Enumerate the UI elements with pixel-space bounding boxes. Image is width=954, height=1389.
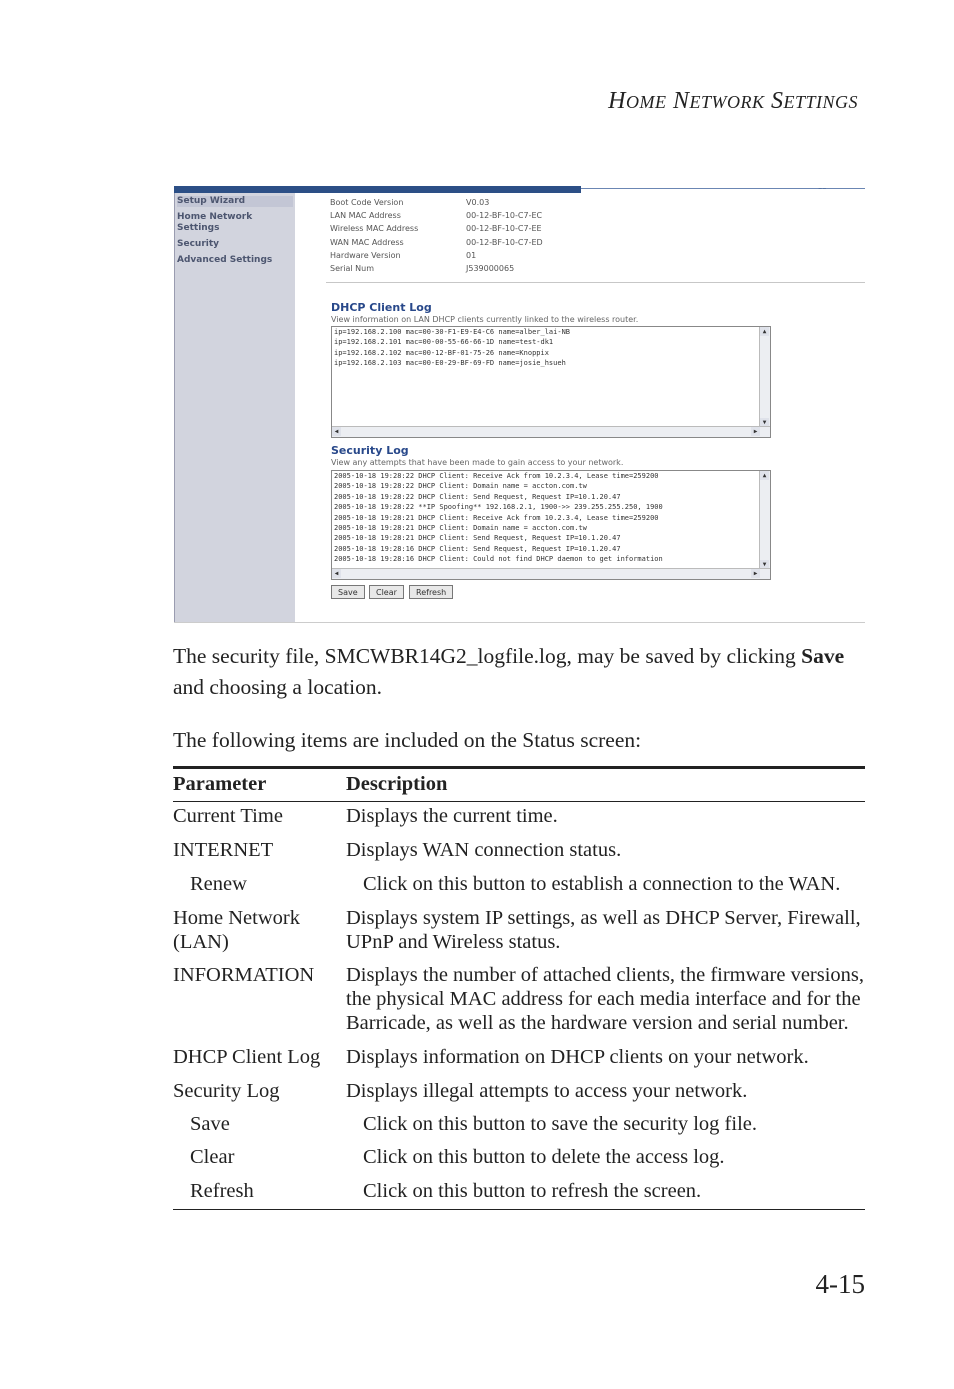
scroll-right-icon[interactable]: ▶ — [751, 427, 760, 436]
description-cell: Click on this button to establish a connection to the WAN. — [363, 873, 841, 895]
running-header — [608, 88, 858, 115]
description-cell: Displays the current time. — [346, 805, 558, 827]
description-cell: Click on this button to save the security log file. — [363, 1113, 757, 1135]
dhcp-log-horizontal-scrollbar[interactable] — [332, 426, 770, 437]
save-instructions-paragraph — [173, 641, 863, 703]
description-cell: Displays the number of attached clients, the firmware versions, the physical MAC address for each media interface and for the Barricade, as well as the hardware version and serial number. — [346, 964, 865, 1034]
info-label: Hardware Version — [330, 251, 401, 260]
info-label: Boot Code Version — [330, 198, 404, 207]
description-cell: Displays information on DHCP clients on your network. — [346, 1046, 809, 1068]
log-line: ip=192.168.2.102 mac=00-12-BF-01-75-26 name=Knoppix — [334, 348, 549, 357]
running-header-smallcaps: ETTINGS — [783, 92, 858, 112]
paragraph-text: and choosing a location. — [173, 675, 382, 699]
column-header-description: Description — [346, 773, 448, 795]
log-line: 2005-10-18 19:28:16 DHCP Client: Could not find DHCP daemon to get information — [334, 555, 663, 564]
log-line: 2005-10-18 19:28:22 DHCP Client: Send Request, Request IP=10.1.20.47 — [334, 492, 621, 501]
log-line: 2005-10-18 19:28:21 DHCP Client: Send Request, Request IP=10.1.20.47 — [334, 534, 621, 543]
title-bar — [174, 186, 581, 193]
log-line: 2005-10-18 19:28:22 DHCP Client: Receive Ack from 10.2.3.4, Lease time=259200 — [334, 472, 659, 480]
info-value: 00-12-BF-10-C7-EE — [466, 224, 542, 233]
log-line: ip=192.168.2.101 mac=00-00-55-66-66-1D name=test-dk1 — [334, 338, 554, 347]
parameter-cell: Current Time — [173, 805, 283, 827]
sidebar-item-advanced-settings[interactable]: Advanced Settings — [177, 255, 273, 265]
security-log-textarea[interactable] — [331, 470, 771, 580]
parameter-cell: INFORMATION — [173, 964, 315, 986]
parameter-cell: Renew — [190, 873, 247, 895]
dhcp-log-title: DHCP Client Log — [331, 301, 432, 314]
parameter-cell: DHCP Client Log — [173, 1046, 321, 1068]
security-log-horizontal-scrollbar[interactable] — [332, 568, 770, 579]
info-value: 00-12-BF-10-C7-EC — [466, 211, 543, 220]
description-cell: Displays WAN connection status. — [346, 839, 622, 861]
sidebar-item-home-network[interactable]: Home Network — [177, 212, 253, 222]
running-header-initial: H — [608, 88, 626, 114]
parameter-cell: Clear — [190, 1146, 235, 1168]
dhcp-log-lines — [332, 327, 770, 369]
status-screen-screenshot — [174, 186, 865, 623]
scroll-right-icon[interactable]: ▶ — [751, 569, 760, 578]
save-button[interactable]: Save — [331, 585, 365, 599]
info-value: V0.03 — [466, 198, 490, 207]
running-header-initial: N — [672, 88, 690, 114]
parameter-cell: Save — [190, 1113, 230, 1135]
refresh-button[interactable]: Refresh — [409, 585, 453, 599]
security-log-title: Security Log — [331, 444, 409, 457]
info-row — [330, 211, 543, 220]
security-log-description: View any attempts that have been made to gain access to your network. — [331, 458, 624, 467]
clear-button[interactable]: Clear — [369, 585, 404, 599]
security-log-vertical-scrollbar[interactable] — [759, 471, 770, 569]
sidebar-item-home-network-settings[interactable]: Settings — [177, 223, 220, 233]
paragraph-text: The security file, SMCWBR14G2_logfile.log, may be saved by clicking — [173, 644, 802, 668]
description-cell: Displays system IP settings, as well as DHCP Server, Firewall, UPnP and Wireless status. — [346, 907, 861, 953]
table-header-row — [173, 769, 865, 801]
description-cell: Click on this button to refresh the screen. — [363, 1180, 702, 1202]
info-row — [330, 238, 543, 247]
scroll-up-icon[interactable]: ▲ — [760, 327, 769, 336]
log-line: 2005-10-18 19:28:22 DHCP Client: Domain name = accton.com.tw — [334, 482, 587, 491]
parameter-cell: Security Log — [173, 1080, 280, 1102]
info-value: J539000065 — [466, 264, 515, 273]
dhcp-log-textarea[interactable] — [331, 326, 771, 438]
table-bottom-rule — [173, 1209, 865, 1210]
info-row — [330, 198, 490, 207]
log-line: 2005-10-18 19:28:21 DHCP Client: Receive Ack from 10.2.3.4, Lease time=259200 — [334, 513, 659, 522]
info-row — [330, 264, 515, 273]
parameter-cell: Refresh — [190, 1180, 254, 1202]
log-line: 2005-10-18 19:28:21 DHCP Client: Domain name = accton.com.tw — [334, 524, 587, 533]
info-label: WAN MAC Address — [330, 238, 404, 247]
info-value: 01 — [466, 251, 477, 260]
info-label: LAN MAC Address — [330, 211, 401, 220]
info-row — [330, 224, 542, 233]
section-divider — [326, 282, 865, 283]
running-header-initial: S — [770, 88, 784, 114]
log-line: ip=192.168.2.100 mac=00-30-F1-E9-E4-C6 name=alber_lai-NB — [334, 328, 571, 336]
info-row — [330, 251, 477, 260]
sidebar-item-security[interactable]: Security — [177, 239, 220, 249]
page-number: 4-15 — [815, 1269, 865, 1299]
column-header-parameter: Parameter — [173, 773, 267, 795]
description-cell: Displays illegal attempts to access your network. — [346, 1080, 748, 1102]
running-header-smallcaps: ETWORK — [689, 92, 765, 112]
dhcp-log-description: View information on LAN DHCP clients currently linked to the wireless router. — [331, 315, 639, 324]
logo-mark-icon: ⁻⁻ — [818, 186, 827, 194]
running-header-smallcaps: OME — [625, 92, 667, 112]
parameter-cell: Home Network (LAN) — [173, 907, 300, 953]
dhcp-log-vertical-scrollbar[interactable] — [759, 327, 770, 427]
sidebar-item-setup-wizard[interactable]: Setup Wizard — [177, 196, 293, 207]
description-cell: Click on this button to delete the access log. — [363, 1146, 725, 1168]
sidebar-nav — [174, 193, 295, 622]
table-intro-paragraph: The following items are included on the Status screen: — [173, 728, 642, 752]
parameter-table — [173, 766, 865, 1210]
scroll-down-icon[interactable]: ▼ — [760, 560, 769, 569]
log-line: 2005-10-18 19:28:22 **IP Spoofing** 192.168.2.1, 1900->> 239.255.255.250, 1900 — [334, 503, 663, 512]
scroll-left-icon[interactable]: ◀ — [332, 427, 341, 436]
info-label: Serial Num — [330, 264, 375, 273]
scroll-down-icon[interactable]: ▼ — [760, 418, 769, 427]
log-line: ip=192.168.2.103 mac=00-E0-29-BF-69-FD name=josie_hsueh — [334, 359, 566, 368]
security-log-lines — [332, 471, 770, 565]
scroll-left-icon[interactable]: ◀ — [332, 569, 341, 578]
parameter-cell: INTERNET — [173, 839, 274, 861]
info-value: 00-12-BF-10-C7-ED — [466, 238, 543, 247]
log-line: 2005-10-18 19:28:16 DHCP Client: Send Request, Request IP=10.1.20.47 — [334, 544, 621, 553]
scroll-up-icon[interactable]: ▲ — [760, 471, 769, 480]
save-emphasis: Save — [801, 644, 845, 668]
info-label: Wireless MAC Address — [330, 224, 419, 233]
table-body — [173, 802, 865, 1209]
